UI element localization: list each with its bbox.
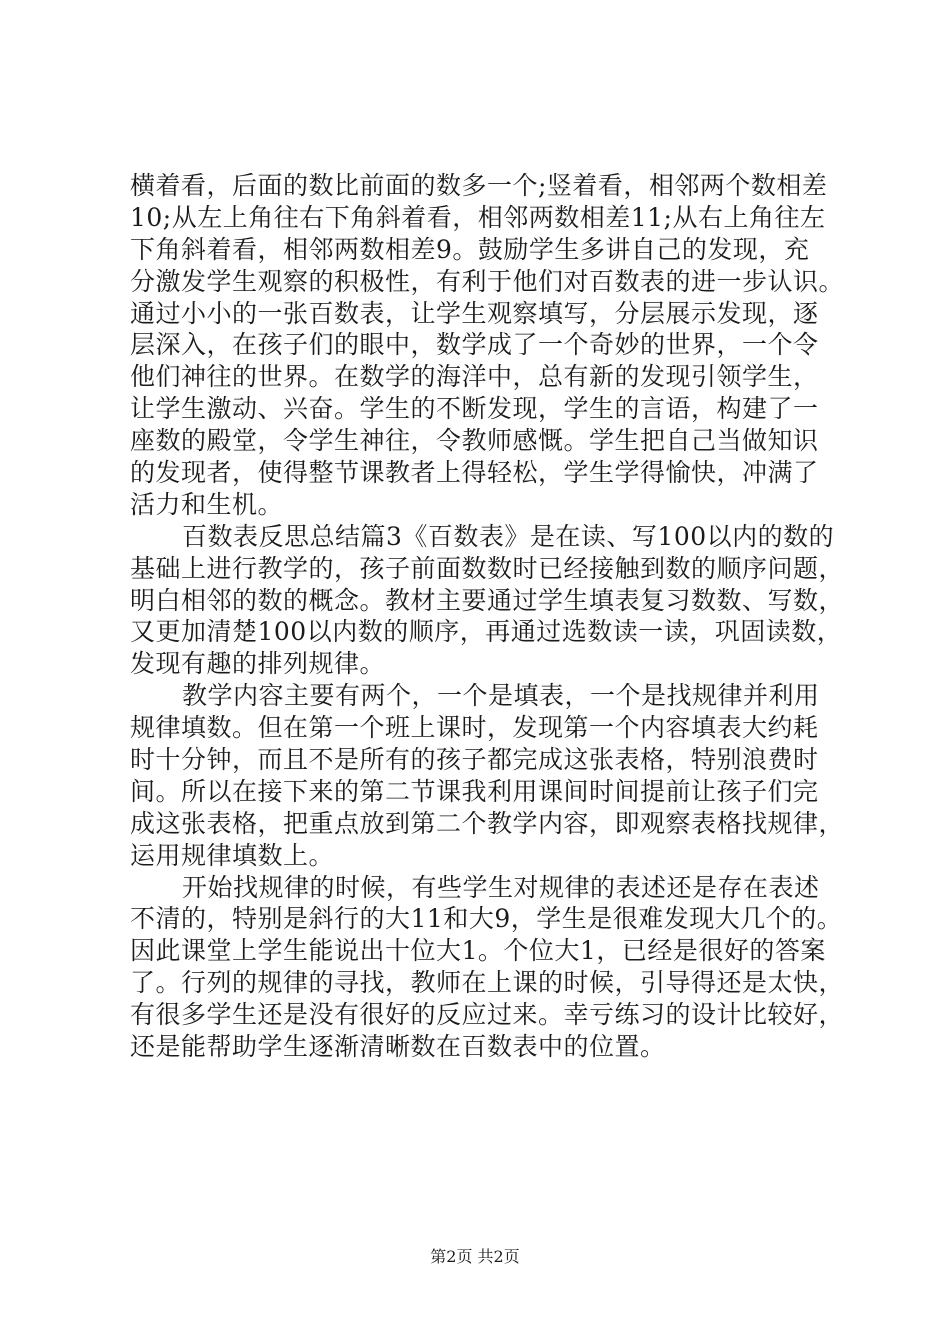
text-line: 成这张表格，把重点放到第二个教学内容，即观察表格找规律， [130,808,845,838]
text-line: 因此课堂上学生能说出十位大1。个位大1，已经是很好的答案 [130,936,826,966]
text-line: 还是能帮助学生逐渐清晰数在百数表中的位置。 [130,1032,666,1062]
text-line: 通过小小的一张百数表，让学生观察填写，分层展示发现，逐 [130,298,819,328]
text-line: 分激发学生观察的积极性，有利于他们对百数表的进一步认识。 [130,266,845,296]
text-line: 间。所以在接下来的第二节课我利用课间时间提前让孩子们完 [130,776,819,806]
text-line: 的发现者，使得整节课教者上得轻松，学生学得愉快，冲满了 [130,458,819,488]
text-line: 基础上进行教学的，孩子前面数数时已经接触到数的顺序问题， [130,553,845,583]
paragraph-first-line: 教学内容主要有两个，一个是填表，一个是找规律并利用 [182,681,820,711]
text-line: 不清的，特别是斜行的大11和大9，学生是很难发现大几个的。 [130,904,843,934]
page-footer: 第2页 共2页 [430,1247,520,1266]
text-line: 有很多学生还是没有很好的反应过来。幸亏练习的设计比较好， [130,1000,845,1030]
text-line: 运用规律填数上。 [130,840,335,870]
text-line: 发现有趣的排列规律。 [130,649,386,679]
text-line: 横着看，后面的数比前面的数多一个;竖着看，相邻两个数相差 [130,171,828,200]
text-line: 层深入，在孩子们的眼中，数学成了一个奇妙的世界，一个令 [130,330,819,360]
paragraph-first-line: 开始找规律的时候，有些学生对规律的表述还是存在表述 [182,872,820,902]
text-line: 座数的殿堂，令学生神往，令教师感慨。学生把自己当做知识 [130,426,819,456]
document-body [130,170,850,1063]
text-line: 了。行列的规律的寻找，教师在上课的时候，引导得还是太快， [130,968,845,998]
paragraph-first-line: 百数表反思总结篇3《百数表》是在读、写100以内的数的 [182,521,835,551]
text-line: 明白相邻的数的概念。教材主要通过学生填表复习数数、写数， [130,585,845,615]
text-line: 让学生激动、兴奋。学生的不断发现，学生的言语，构建了一 [130,394,819,424]
text-line: 时十分钟，而且不是所有的孩子都完成这张表格，特别浪费时 [130,745,819,775]
text-line: 活力和生机。 [130,489,284,519]
text-line: 他们神往的世界。在数学的海洋中，总有新的发现引领学生， [130,362,819,392]
text-line: 又更加清楚100以内数的顺序，再通过选数读一读，巩固读数， [130,617,843,647]
text-line: 10;从左上角往右下角斜着看，相邻两数相差11;从右上角往左 [130,202,826,232]
text-line: 规律填数。但在第一个班上课时，发现第一个内容填表大约耗 [130,713,819,743]
text-line: 下角斜着看，相邻两数相差9。鼓励学生多讲自己的发现，充 [130,234,810,264]
